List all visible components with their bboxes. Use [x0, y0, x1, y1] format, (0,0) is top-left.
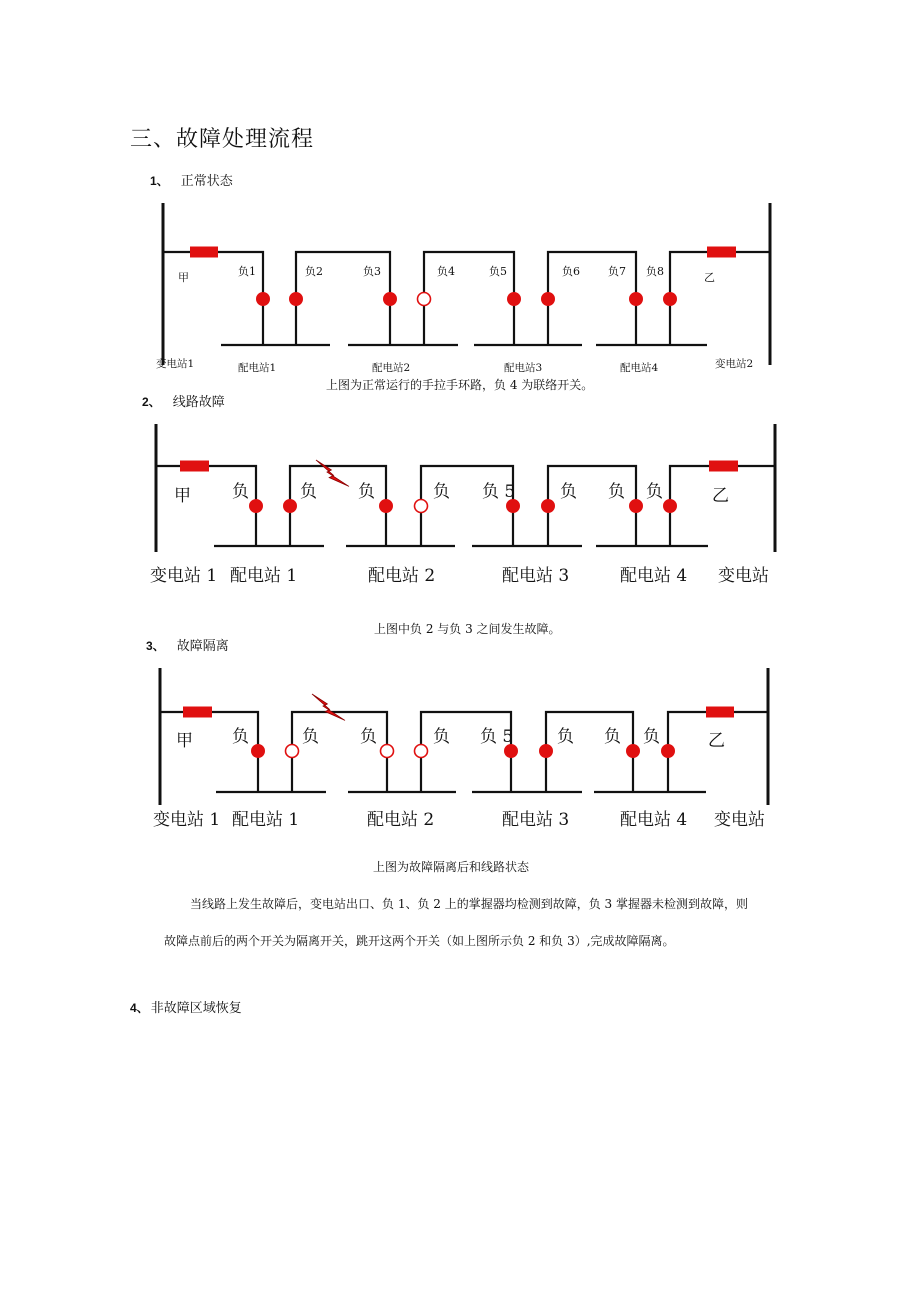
closed-switch-icon — [257, 293, 270, 306]
loop-line — [421, 712, 514, 792]
switch-label: 负 — [433, 482, 450, 502]
closed-switch-icon — [664, 500, 677, 513]
distribution-station-label: 配电站 3 — [502, 566, 570, 586]
fault-lightning-icon — [312, 694, 345, 720]
substation-label-right: 变电站 — [714, 810, 765, 830]
closed-switch-icon — [284, 500, 297, 513]
source-label-a: 甲 — [176, 731, 193, 751]
distribution-station-label: 配电站 3 — [502, 810, 570, 830]
loop-line — [546, 712, 633, 792]
distribution-station-label: 配电站 4 — [620, 810, 688, 830]
loop-line — [290, 466, 386, 546]
source-label-a: 甲 — [174, 486, 191, 506]
feeder-line — [670, 252, 770, 345]
distribution-station-label: 配电站 2 — [367, 810, 435, 830]
switch-label: 负2 — [305, 265, 323, 278]
switch-label: 负 5 — [482, 482, 516, 502]
closed-switch-icon — [630, 500, 643, 513]
section-number: 3、 — [146, 639, 165, 653]
open-switch-icon — [415, 500, 428, 513]
section-heading-4 — [130, 997, 242, 1016]
switch-label: 负 5 — [480, 727, 514, 747]
feeder-line — [670, 466, 775, 546]
diagram-caption-3: 上图为故障隔离后和线路状态 — [373, 860, 530, 874]
feeder-line — [160, 712, 258, 792]
section-label: 线路故障 — [172, 395, 225, 410]
section-heading-3 — [146, 635, 229, 654]
switch-label: 负 — [232, 727, 249, 747]
section-number: 1、 — [150, 174, 169, 188]
section-number: 4、 — [130, 1001, 149, 1015]
diagram-fault-isolation — [0, 660, 920, 860]
source-label-b: 乙 — [712, 486, 729, 506]
switch-label: 负 — [302, 727, 319, 747]
switch-label: 负3 — [363, 265, 381, 278]
distribution-station-label: 配电站2 — [372, 362, 411, 374]
switch-label: 负8 — [646, 265, 664, 278]
open-switch-icon — [381, 745, 394, 758]
switch-label: 负 — [643, 727, 660, 747]
distribution-station-label: 配电站4 — [620, 362, 659, 374]
switch-label: 负 — [557, 727, 574, 747]
closed-switch-icon — [250, 500, 263, 513]
breaker-icon — [180, 461, 209, 472]
source-label-b: 乙 — [704, 271, 715, 284]
source-label-a: 甲 — [178, 271, 189, 284]
diagram-caption-2: 上图中负 2 与负 3 之间发生故障。 — [374, 622, 561, 636]
closed-switch-icon — [290, 293, 303, 306]
loop-line — [292, 712, 387, 792]
closed-switch-icon — [380, 500, 393, 513]
diagram-normal — [0, 195, 920, 395]
loop-line — [421, 466, 516, 546]
distribution-station-label: 配电站3 — [504, 362, 543, 374]
closed-switch-icon — [540, 745, 553, 758]
distribution-station-label: 配电站 1 — [230, 566, 298, 586]
switch-label: 负7 — [608, 265, 626, 278]
switch-label: 负6 — [562, 265, 580, 278]
substation-label-right: 变电站2 — [715, 358, 754, 370]
closed-switch-icon — [627, 745, 640, 758]
switch-label: 负5 — [489, 265, 507, 278]
switch-label: 负 — [604, 727, 621, 747]
open-switch-icon — [415, 745, 428, 758]
paragraph-line-2: 故障点前后的两个开关为隔离开关，跳开这两个开关（如上图所示负 2 和负 3）,完成故障隔离。 — [164, 934, 675, 948]
substation-label-right: 变电站 — [718, 566, 769, 586]
fault-lightning-icon — [316, 460, 349, 486]
switch-label: 负 — [646, 482, 663, 502]
breaker-icon — [709, 461, 738, 472]
section-label: 正常状态 — [180, 174, 233, 189]
switch-label: 负 — [360, 727, 377, 747]
distribution-station-label: 配电站 4 — [620, 566, 688, 586]
breaker-icon — [706, 707, 734, 718]
breaker-icon — [183, 707, 212, 718]
open-switch-icon — [418, 293, 431, 306]
switch-label: 负 — [232, 482, 249, 502]
switch-label: 负4 — [437, 265, 455, 278]
closed-switch-icon — [508, 293, 521, 306]
substation-label-left: 变电站1 — [156, 358, 195, 370]
section-number: 2、 — [142, 395, 161, 409]
source-label-b: 乙 — [708, 731, 725, 751]
diagram-caption-1: 上图为正常运行的手拉手环路，负 4 为联络开关。 — [326, 378, 594, 392]
switch-label: 负 — [300, 482, 317, 502]
feeder-line — [156, 466, 256, 546]
closed-switch-icon — [664, 293, 677, 306]
distribution-station-label: 配电站 1 — [232, 810, 300, 830]
closed-switch-icon — [384, 293, 397, 306]
distribution-station-label: 配电站 2 — [368, 566, 436, 586]
switch-label: 负 — [433, 727, 450, 747]
open-switch-icon — [286, 745, 299, 758]
switch-label: 负 — [608, 482, 625, 502]
page-title: 三、故障处理流程 — [130, 127, 315, 152]
switch-label: 负 — [358, 482, 375, 502]
substation-label-left: 变电站 1 — [153, 810, 221, 830]
closed-switch-icon — [252, 745, 265, 758]
section-label: 非故障区域恢复 — [150, 1001, 242, 1016]
closed-switch-icon — [630, 293, 643, 306]
section-label: 故障隔离 — [176, 639, 229, 654]
substation-label-left: 变电站 1 — [150, 566, 218, 586]
switch-label: 负 — [560, 482, 577, 502]
breaker-icon — [707, 247, 736, 258]
feeder-line — [668, 712, 768, 792]
distribution-station-label: 配电站1 — [238, 362, 277, 374]
breaker-icon — [190, 247, 218, 258]
paragraph-line-1: 当线路上发生故障后，变电站出口、负 1、负 2 上的掌握器均检测到故障，负 3 掌握器未检测到故障，则 — [190, 897, 748, 911]
loop-line — [548, 466, 636, 546]
closed-switch-icon — [542, 500, 555, 513]
diagram-line-fault — [0, 418, 920, 618]
section-heading-1 — [150, 170, 233, 189]
closed-switch-icon — [662, 745, 675, 758]
switch-label: 负1 — [238, 265, 256, 278]
closed-switch-icon — [542, 293, 555, 306]
